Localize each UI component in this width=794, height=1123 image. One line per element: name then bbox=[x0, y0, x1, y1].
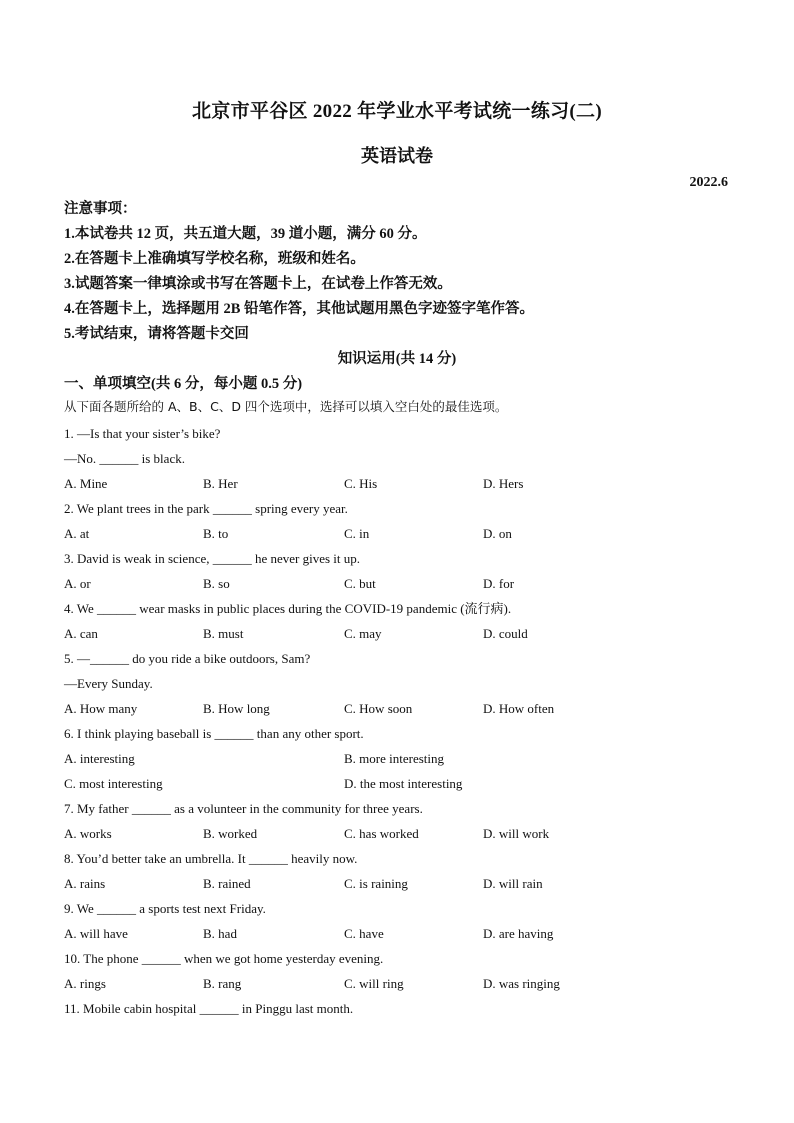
exam-title: 北京市平谷区 2022 年学业水平考试统一练习(二) bbox=[192, 101, 602, 122]
option-d[interactable]: D. How often bbox=[483, 701, 555, 716]
option-b[interactable]: B. had bbox=[203, 926, 237, 941]
question-list bbox=[64, 421, 744, 1021]
option-a[interactable]: A. rings bbox=[64, 976, 106, 991]
option-b[interactable]: B. rang bbox=[203, 976, 242, 991]
options-row bbox=[64, 921, 744, 946]
option-c[interactable]: C. but bbox=[344, 576, 376, 591]
option-c[interactable]: C. will ring bbox=[344, 976, 404, 991]
notice-block bbox=[64, 197, 534, 347]
option-a[interactable]: A. How many bbox=[64, 701, 138, 716]
option-d[interactable]: D. on bbox=[483, 526, 512, 541]
option-b[interactable]: B. more interesting bbox=[344, 751, 445, 766]
notice-item: 4.在答题卡上，选择题用 2B 铅笔作答，其他试题用黑色字迹签字笔作答。 bbox=[64, 301, 535, 317]
options-row bbox=[64, 521, 744, 546]
option-d[interactable]: D. the most interesting bbox=[344, 776, 463, 791]
exam-subtitle: 英语试卷 bbox=[361, 146, 433, 166]
part-title: 一、单项填空(共 6 分，每小题 0.5 分) bbox=[64, 376, 303, 392]
question-stem: 5. —______ do you ride a bike outdoors, Sam? bbox=[64, 651, 311, 666]
option-a[interactable]: A. can bbox=[64, 626, 98, 641]
option-c[interactable]: C. in bbox=[344, 526, 370, 541]
question-stem: 8. You’d better take an umbrella. It ______ heavily now. bbox=[64, 851, 358, 866]
question-stem: 2. We plant trees in the park ______ spring every year. bbox=[64, 501, 348, 516]
option-a[interactable]: A. or bbox=[64, 576, 91, 591]
option-d[interactable]: D. for bbox=[483, 576, 515, 591]
question-stem: 9. We ______ a sports test next Friday. bbox=[64, 901, 266, 916]
option-b[interactable]: B. worked bbox=[203, 826, 258, 841]
options-row bbox=[64, 696, 744, 721]
option-d[interactable]: D. are having bbox=[483, 926, 554, 941]
option-a[interactable]: A. Mine bbox=[64, 476, 108, 491]
options-row bbox=[64, 746, 744, 771]
option-c[interactable]: C. have bbox=[344, 926, 384, 941]
options-row bbox=[64, 821, 744, 846]
part-instruction: 从下面各题所给的 A、B、C、D 四个选项中，选择可以填入空白处的最佳选项。 bbox=[64, 399, 508, 414]
option-c[interactable]: C. most interesting bbox=[64, 776, 163, 791]
option-d[interactable]: D. Hers bbox=[483, 476, 524, 491]
option-c[interactable]: C. is raining bbox=[344, 876, 408, 891]
option-b[interactable]: B. rained bbox=[203, 876, 251, 891]
question-stem: 7. My father ______ as a volunteer in the community for three years. bbox=[64, 801, 423, 816]
option-c[interactable]: C. has worked bbox=[344, 826, 419, 841]
options-row bbox=[64, 971, 744, 996]
question-line: —No. ______ is black. bbox=[64, 451, 185, 466]
option-a[interactable]: A. interesting bbox=[64, 751, 135, 766]
question-stem: 3. David is weak in science, ______ he never gives it up. bbox=[64, 551, 361, 566]
options-row bbox=[64, 871, 744, 896]
option-b[interactable]: B. to bbox=[203, 526, 229, 541]
option-b[interactable]: B. Her bbox=[203, 476, 238, 491]
question-stem: 1. —Is that your sister’s bike? bbox=[64, 426, 221, 441]
question-stem: 11. Mobile cabin hospital ______ in Pinggu last month. bbox=[64, 1001, 354, 1016]
option-d[interactable]: D. will rain bbox=[483, 876, 543, 891]
exam-date: 2022.6 bbox=[689, 175, 728, 190]
option-a[interactable]: A. rains bbox=[64, 876, 106, 891]
notice-item: 5.考试结束，请将答题卡交回 bbox=[64, 326, 249, 342]
section-title: 知识运用(共 14 分) bbox=[337, 351, 457, 367]
question-stem: 6. I think playing baseball is ______ than any other sport. bbox=[64, 726, 364, 741]
options-row bbox=[64, 571, 744, 596]
option-d[interactable]: D. was ringing bbox=[483, 976, 560, 991]
notice-item: 2.在答题卡上准确填写学校名称，班级和姓名。 bbox=[64, 251, 365, 267]
option-c[interactable]: C. may bbox=[344, 626, 382, 641]
option-b[interactable]: B. How long bbox=[203, 701, 270, 716]
question-stem: 10. The phone ______ when we got home yesterday evening. bbox=[64, 951, 384, 966]
question-line: —Every Sunday. bbox=[64, 676, 153, 691]
option-c[interactable]: C. How soon bbox=[344, 701, 413, 716]
option-a[interactable]: A. works bbox=[64, 826, 112, 841]
option-d[interactable]: D. will work bbox=[483, 826, 550, 841]
options-row bbox=[64, 471, 744, 496]
option-d[interactable]: D. could bbox=[483, 626, 528, 641]
notice-item: 1.本试卷共 12 页，共五道大题，39 道小题，满分 60 分。 bbox=[64, 226, 427, 242]
option-b[interactable]: B. must bbox=[203, 626, 244, 641]
notice-heading: 注意事项： bbox=[64, 201, 137, 217]
options-row bbox=[64, 771, 744, 796]
question-stem: 4. We ______ wear masks in public places during the COVID-19 pandemic (流行病). bbox=[64, 601, 512, 616]
options-row bbox=[64, 621, 744, 646]
notice-item: 3.试题答案一律填涂或书写在答题卡上，在试卷上作答无效。 bbox=[64, 276, 452, 292]
option-b[interactable]: B. so bbox=[203, 576, 230, 591]
option-a[interactable]: A. at bbox=[64, 526, 90, 541]
option-c[interactable]: C. His bbox=[344, 476, 378, 491]
option-a[interactable]: A. will have bbox=[64, 926, 128, 941]
